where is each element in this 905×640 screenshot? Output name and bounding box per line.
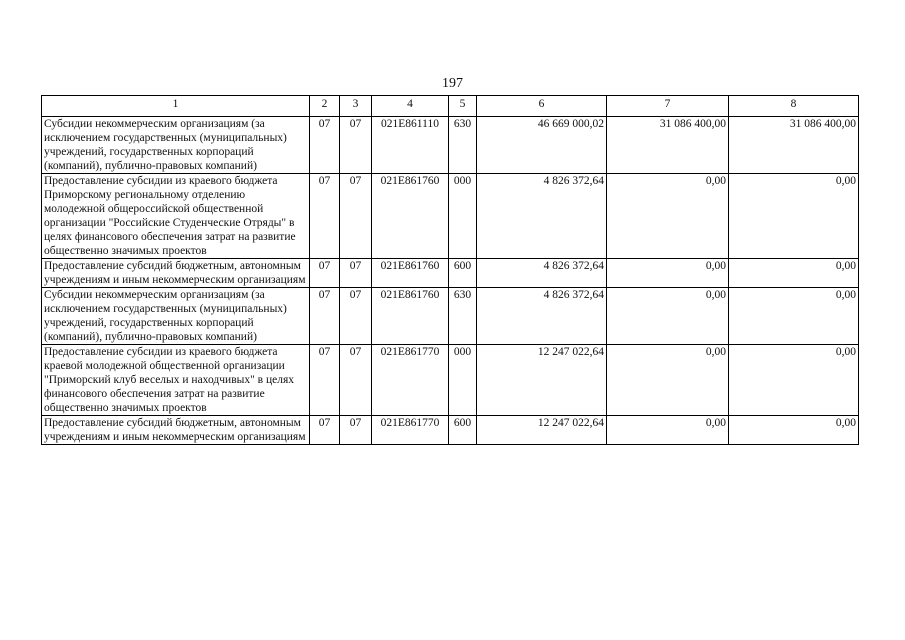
row-name: Предоставление субсидии из краевого бюджета Приморскому региональному отделению молодежной общероссийской общественной организации "Российские Студенческие Отряды" в целях финансового обеспечения затрат на развитие общественно значимых проектов — [42, 174, 310, 259]
table-row — [42, 259, 859, 288]
page-number: 197 — [442, 76, 463, 91]
column-header: 4 — [372, 96, 449, 117]
section-code: 07 — [310, 416, 340, 445]
column-header: 6 — [477, 96, 607, 117]
column-header: 3 — [340, 96, 372, 117]
amount-col8: 31 086 400,00 — [729, 117, 859, 174]
amount-col8: 0,00 — [729, 345, 859, 416]
subsection-code: 07 — [340, 259, 372, 288]
target-article-code: 021E861110 — [372, 117, 449, 174]
target-article-code: 021E861760 — [372, 259, 449, 288]
column-header: 5 — [449, 96, 477, 117]
amount-col7: 0,00 — [607, 174, 729, 259]
amount-col6: 12 247 022,64 — [477, 345, 607, 416]
row-name: Предоставление субсидий бюджетным, автономным учреждениям и иным некоммерческим организациям — [42, 259, 310, 288]
subsection-code: 07 — [340, 174, 372, 259]
subsection-code: 07 — [340, 345, 372, 416]
table-row — [42, 117, 859, 174]
column-header: 1 — [42, 96, 310, 117]
table-row — [42, 416, 859, 445]
target-article-code: 021E861760 — [372, 288, 449, 345]
amount-col7: 0,00 — [607, 288, 729, 345]
amount-col6: 46 669 000,02 — [477, 117, 607, 174]
amount-col8: 0,00 — [729, 174, 859, 259]
amount-col7: 0,00 — [607, 259, 729, 288]
expense-type-code: 630 — [449, 117, 477, 174]
row-name: Предоставление субсидии из краевого бюджета краевой молодежной общественной организации "Приморский клуб веселых и находчивых" в целях финансового обеспечения затрат на развитие общественно значимых проектов — [42, 345, 310, 416]
expense-type-code: 600 — [449, 259, 477, 288]
section-code: 07 — [310, 174, 340, 259]
row-name: Субсидии некоммерческим организациям (за исключением государственных (муниципальных) учреждений, государственных корпораций (компаний), публично-правовых компаний) — [42, 117, 310, 174]
section-code: 07 — [310, 345, 340, 416]
amount-col7: 31 086 400,00 — [607, 117, 729, 174]
table-row — [42, 288, 859, 345]
section-code: 07 — [310, 117, 340, 174]
target-article-code: 021E861760 — [372, 174, 449, 259]
header-row — [42, 96, 859, 117]
section-code: 07 — [310, 288, 340, 345]
expense-type-code: 000 — [449, 345, 477, 416]
amount-col8: 0,00 — [729, 288, 859, 345]
column-header: 7 — [607, 96, 729, 117]
expense-type-code: 600 — [449, 416, 477, 445]
table-row — [42, 174, 859, 259]
amount-col8: 0,00 — [729, 259, 859, 288]
amount-col8: 0,00 — [729, 416, 859, 445]
subsection-code: 07 — [340, 288, 372, 345]
target-article-code: 021E861770 — [372, 416, 449, 445]
expense-type-code: 630 — [449, 288, 477, 345]
section-code: 07 — [310, 259, 340, 288]
amount-col7: 0,00 — [607, 416, 729, 445]
target-article-code: 021E861770 — [372, 345, 449, 416]
column-header: 8 — [729, 96, 859, 117]
subsection-code: 07 — [340, 416, 372, 445]
amount-col6: 4 826 372,64 — [477, 259, 607, 288]
budget-table — [41, 95, 859, 445]
row-name: Предоставление субсидий бюджетным, автономным учреждениям и иным некоммерческим организациям — [42, 416, 310, 445]
subsection-code: 07 — [340, 117, 372, 174]
table-row — [42, 345, 859, 416]
row-name: Субсидии некоммерческим организациям (за исключением государственных (муниципальных) учреждений, государственных корпораций (компаний), публично-правовых компаний) — [42, 288, 310, 345]
amount-col7: 0,00 — [607, 345, 729, 416]
amount-col6: 4 826 372,64 — [477, 174, 607, 259]
amount-col6: 4 826 372,64 — [477, 288, 607, 345]
column-header: 2 — [310, 96, 340, 117]
amount-col6: 12 247 022,64 — [477, 416, 607, 445]
expense-type-code: 000 — [449, 174, 477, 259]
